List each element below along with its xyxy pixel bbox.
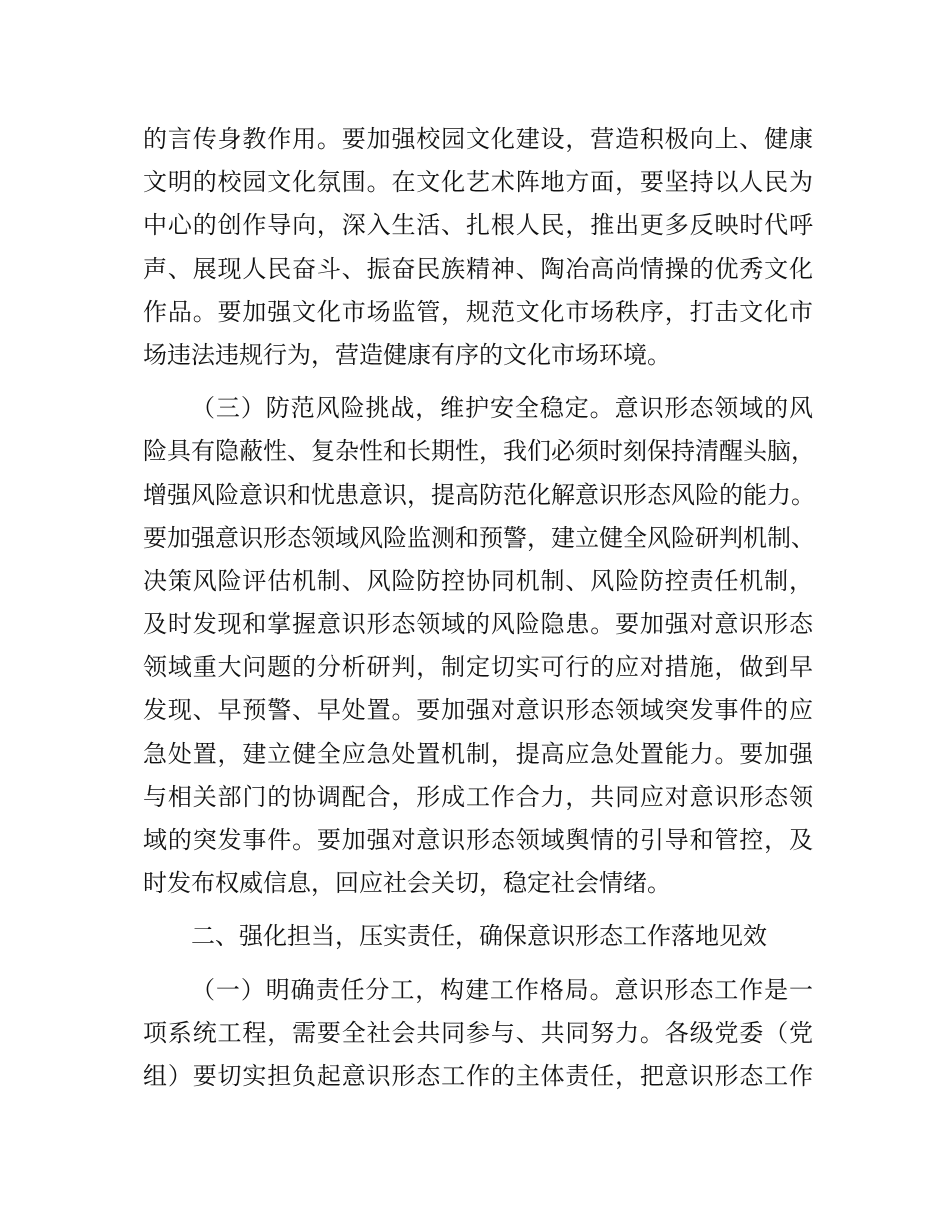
text-line: 中心的创作导向，深入生活、扎根人民，推出更多反映时代呼 xyxy=(143,211,813,240)
paragraph-gap xyxy=(143,959,813,969)
text-line: 领域重大问题的分析研判，制定切实可行的应对措施，做到早 xyxy=(143,653,813,682)
text-line: 险具有隐蔽性、复杂性和长期性，我们必须时刻保持清醒头脑， xyxy=(143,437,815,466)
text-line: 时发布权威信息，回应社会关切，稳定社会情绪。 xyxy=(143,869,671,898)
paragraph-gap xyxy=(143,905,813,915)
text-line: 项系统工程，需要全社会共同参与、共同努力。各级党委（党 xyxy=(143,1018,813,1047)
text-line: 决策风险评估机制、风险防控协同机制、风险防控责任机制， xyxy=(143,566,813,595)
section-heading-risk: （三）防范风险挑战，维护安全稳定。意识形态领域的风 xyxy=(191,394,813,423)
text-line: 声、展现人民奋斗、振奋民族精神、陶冶高尚情操的优秀文化 xyxy=(143,254,813,283)
paragraph-culture-continued xyxy=(143,118,813,377)
text-line: 的言传身教作用。要加强校园文化建设，营造积极向上、健康 xyxy=(143,125,813,153)
text-line: 作品。要加强文化市场监管，规范文化市场秩序，打击文化市 xyxy=(143,297,813,326)
text-line: 组）要切实担负起意识形态工作的主体责任，把意识形态工作 xyxy=(143,1061,813,1090)
text-line: 域的突发事件。要加强对意识形态领域舆情的引导和管控，及 xyxy=(143,826,813,854)
text-line: 增强风险意识和忧患意识，提高防范化解意识形态风险的能力。 xyxy=(143,480,815,509)
paragraph-risk xyxy=(143,387,813,905)
heading-line: 二、强化担当，压实责任，确保意识形态工作落地见效 xyxy=(191,922,767,951)
text-line: 急处置，建立健全应急处置机制，提高应急处置能力。要加强 xyxy=(143,739,813,768)
document-body xyxy=(143,118,813,1098)
text-line: 要加强意识形态领域风险监测和预警，建立健全风险研判机制、 xyxy=(143,523,815,552)
paragraph-responsibility xyxy=(143,969,813,1099)
section-heading-two xyxy=(143,915,813,958)
text-line: 场违法违规行为，营造健康有序的文化市场环境。 xyxy=(143,340,671,369)
paragraph-gap xyxy=(143,377,813,387)
text-line: 与相关部门的协调配合，形成工作合力，共同应对意识形态领 xyxy=(143,782,813,811)
section-heading-responsibility: （一）明确责任分工，构建工作格局。意识形态工作是一 xyxy=(191,975,813,1004)
text-line: 发现、早预警、早处置。要加强对意识形态领域突发事件的应 xyxy=(143,696,813,725)
text-line: 及时发现和掌握意识形态领域的风险隐患。要加强对意识形态 xyxy=(143,610,813,639)
text-line: 文明的校园文化氛围。在文化艺术阵地方面，要坚持以人民为 xyxy=(143,168,813,197)
